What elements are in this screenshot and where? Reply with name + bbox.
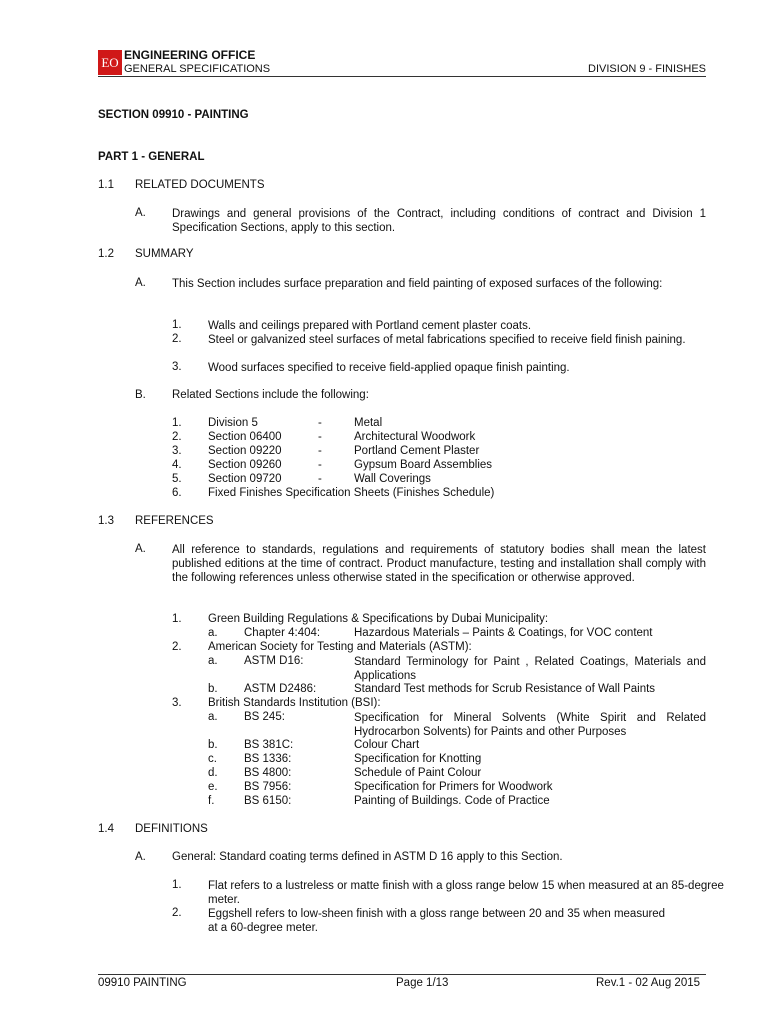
sub-letter: b.	[208, 739, 218, 751]
standard-code: Chapter 4:404:	[244, 627, 321, 639]
related-section-ref: Section 06400	[208, 431, 282, 443]
revision-info: Rev.1 - 02 Aug 2015	[596, 977, 700, 989]
related-section-ref: Division 5	[208, 417, 258, 429]
related-section-title: Wall Coverings	[354, 473, 431, 485]
article-number: 1.4	[98, 823, 114, 835]
article-number: 1.1	[98, 179, 114, 191]
list-item-text: Steel or galvanized steel surfaces of metal fabrications specified to receive field finish paining.	[208, 334, 686, 346]
list-item-text: Flat refers to a lustreless or matte finish with a gloss range below 15 when measured at an 85-degree meter.	[208, 880, 724, 906]
standard-title: Standard Terminology for Paint , Related Coatings, Materials and Applications	[354, 656, 706, 682]
list-number: 3.	[172, 361, 182, 373]
standard-title: Specification for Mineral Solvents (White Spirit and Related Hydrocarbon Solvents) for Paints and other Purposes	[354, 712, 706, 738]
list-number: 3.	[172, 445, 182, 457]
separator-dash: -	[318, 473, 322, 485]
paragraph-text: All reference to standards, regulations and requirements of statutory bodies shall mean the latest published editions at the time of contract. Product manufacture, testing and installation shall comply with the following references unless otherwise stated in the specification or otherwise approved.	[172, 544, 706, 584]
standard-code: ASTM D16:	[244, 655, 304, 667]
standard-title: Hazardous Materials – Paints & Coatings, for VOC content	[354, 627, 653, 639]
company-logo: EO	[98, 50, 122, 75]
paragraph-text: General: Standard coating terms defined in ASTM D 16 apply to this Section.	[172, 851, 563, 863]
list-number: 1.	[172, 319, 182, 331]
standard-code: BS 6150:	[244, 795, 292, 807]
paragraph-letter: A.	[135, 543, 146, 555]
paragraph-letter: A.	[135, 851, 146, 863]
related-section-title: Architectural Woodwork	[354, 431, 476, 443]
sub-letter: b.	[208, 683, 218, 695]
paragraph-text: Related Sections include the following:	[172, 389, 369, 401]
list-number: 1.	[172, 613, 182, 625]
standard-code: ASTM D2486:	[244, 683, 317, 695]
sub-letter: a.	[208, 627, 218, 639]
reference-body: American Society for Testing and Materials (ASTM):	[208, 641, 472, 653]
reference-body: Green Building Regulations & Specifications by Dubai Municipality:	[208, 613, 549, 625]
separator-dash: -	[318, 431, 322, 443]
standard-title: Colour Chart	[354, 739, 420, 751]
standard-code: BS 4800:	[244, 767, 292, 779]
list-number: 2.	[172, 907, 182, 919]
paragraph-letter: B.	[135, 389, 146, 401]
footer-section: 09910 PAINTING	[98, 977, 187, 989]
list-item-text: Walls and ceilings prepared with Portland cement plaster coats.	[208, 320, 532, 332]
sub-letter: c.	[208, 753, 217, 765]
list-number: 2.	[172, 641, 182, 653]
section-title: SECTION 09910 - PAINTING	[98, 109, 249, 121]
standard-title: Specification for Knotting	[354, 753, 482, 765]
document-type: GENERAL SPECIFICATIONS	[124, 63, 271, 75]
related-section-ref: Section 09260	[208, 459, 282, 471]
standard-title: Painting of Buildings. Code of Practice	[354, 795, 550, 807]
article-title: REFERENCES	[135, 515, 214, 527]
paragraph-letter: A.	[135, 277, 146, 289]
paragraph-text: This Section includes surface preparation and field painting of exposed surfaces of the following:	[172, 278, 663, 290]
paragraph-letter: A.	[135, 207, 146, 219]
article-title: DEFINITIONS	[135, 823, 208, 835]
related-section-title: Metal	[354, 417, 383, 429]
list-number: 1.	[172, 417, 182, 429]
standard-code: BS 7956:	[244, 781, 292, 793]
office-name: ENGINEERING OFFICE	[124, 48, 256, 62]
footer-divider	[98, 974, 706, 975]
related-section-title: Gypsum Board Assemblies	[354, 459, 493, 471]
page-number: Page 1/13	[396, 977, 449, 989]
article-number: 1.3	[98, 515, 114, 527]
sub-letter: a.	[208, 655, 218, 667]
list-number: 4.	[172, 459, 182, 471]
separator-dash: -	[318, 445, 322, 457]
list-number: 6.	[172, 487, 182, 499]
list-number: 2.	[172, 333, 182, 345]
sub-letter: d.	[208, 767, 218, 779]
sub-letter: a.	[208, 711, 218, 723]
list-number: 3.	[172, 697, 182, 709]
related-section-title: Portland Cement Plaster	[354, 445, 480, 457]
sub-letter: f.	[208, 795, 215, 807]
separator-dash: -	[318, 459, 322, 471]
list-number: 2.	[172, 431, 182, 443]
separator-dash: -	[318, 417, 322, 429]
standard-code: BS 381C:	[244, 739, 294, 751]
related-section-ref: Section 09220	[208, 445, 282, 457]
standard-title: Schedule of Paint Colour	[354, 767, 482, 779]
reference-body: British Standards Institution (BSI):	[208, 697, 381, 709]
list-item-text: Eggshell refers to low-sheen finish with a gloss range between 20 and 35 when measured at a 60-degree meter.	[208, 908, 666, 934]
sub-letter: e.	[208, 781, 218, 793]
standard-code: BS 1336:	[244, 753, 292, 765]
list-number: 5.	[172, 473, 182, 485]
header-divider	[98, 76, 706, 77]
related-section-ref: Fixed Finishes Specification Sheets (Finishes Schedule)	[208, 487, 495, 499]
article-title: SUMMARY	[135, 248, 194, 260]
division-label: DIVISION 9 - FINISHES	[588, 63, 706, 75]
paragraph-text: Drawings and general provisions of the Contract, including conditions of contract and Division 1 Specification Sections, apply to this section.	[172, 208, 706, 234]
related-section-ref: Section 09720	[208, 473, 282, 485]
part-title: PART 1 - GENERAL	[98, 151, 205, 163]
standard-title: Specification for Primers for Woodwork	[354, 781, 553, 793]
article-number: 1.2	[98, 248, 114, 260]
article-title: RELATED DOCUMENTS	[135, 179, 265, 191]
standard-code: BS 245:	[244, 711, 285, 723]
list-number: 1.	[172, 879, 182, 891]
list-item-text: Wood surfaces specified to receive field-applied opaque finish painting.	[208, 362, 570, 374]
standard-title: Standard Test methods for Scrub Resistance of Wall Paints	[354, 683, 656, 695]
